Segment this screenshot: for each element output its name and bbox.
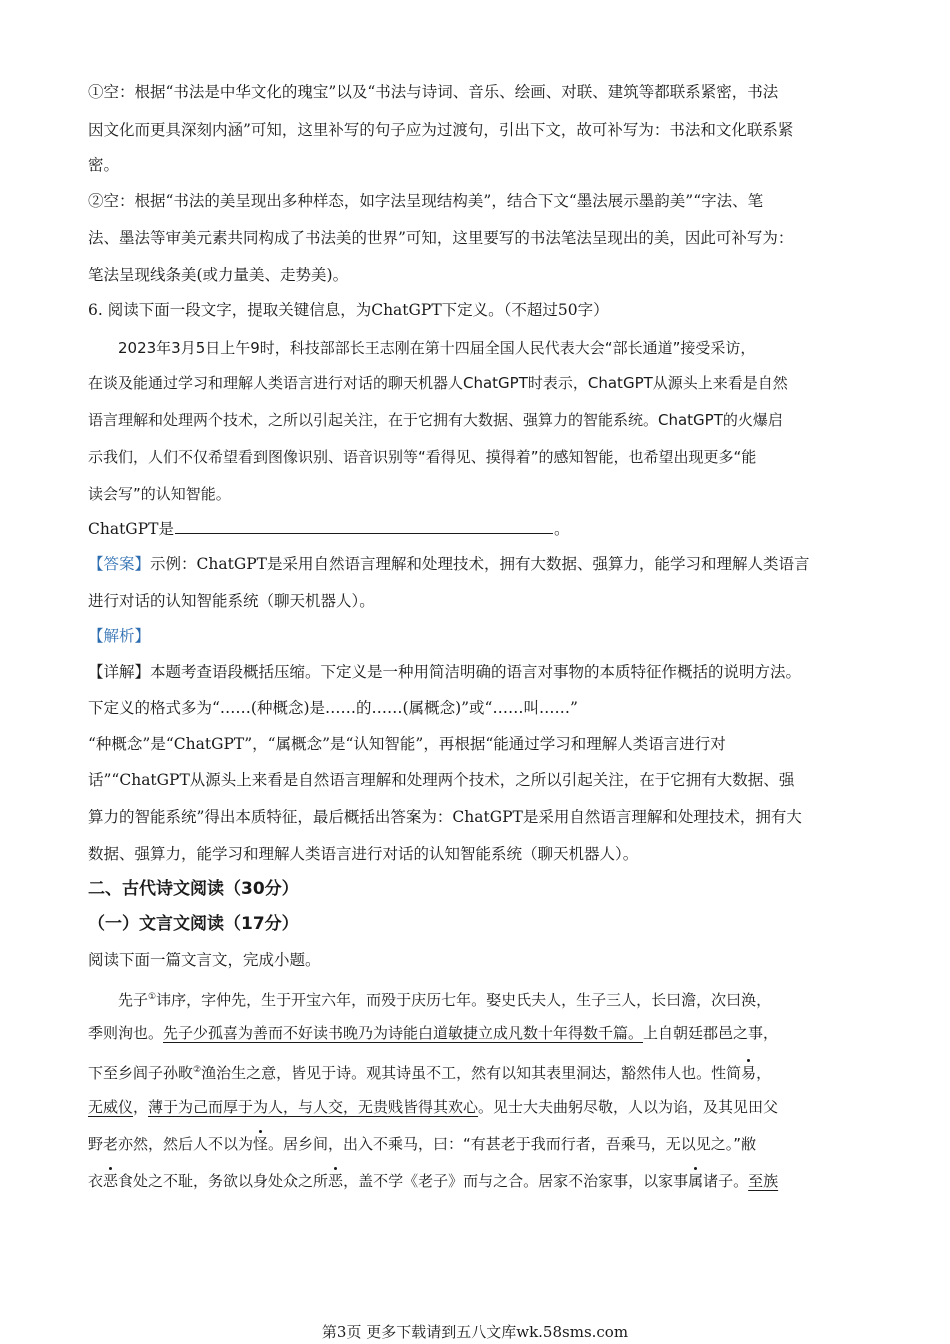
underlined-sentence: 薄于为己而厚于为人，与人交，无贵贱皆得其欢心 [148,1098,479,1116]
text: 衣 [88,1172,104,1190]
question-prompt: 6. 阅读下面一段文字，提取关键信息，为ChatGPT下定义。（不超过50字） [88,301,609,319]
dotted-word: 属 [688,1172,704,1190]
classical-line [88,1171,868,1191]
answer-blank[interactable] [175,519,553,534]
underlined-sentence: 至族 [748,1172,779,1190]
passage-line: 在谈及能通过学习和理解人类语言进行对话的聊天机器人ChatGPT时表示，ChatGPT从源头上来看是自然 [88,374,788,392]
section-title: 二、古代诗文阅读（30分） [88,879,299,899]
text: 。居乡间，出入不乘马，曰：“有甚老于我而行者，吾乘马，无以见之。”敝 [268,1135,757,1153]
text: ，盖不学《老子》而与之合。居家不治家事，以家事 [343,1172,689,1190]
classical-line [88,1023,868,1043]
fill-in-line [88,519,868,539]
detail-line: “种概念”是“ChatGPT”，“属概念”是“认知智能”，再根据“能通过学习和理解人类语言进行对 [88,735,726,753]
classical-line [118,987,868,1010]
detail-line: 算力的智能系统”得出本质特征，最后概括出答案为：ChatGPT是采用自然语言理解和处理技术，拥有大 [88,808,802,826]
explanation-line: 因文化而更具深刻内涵”可知，这里补写的句子应为过渡句，引出下文，故可补写为：书法和文化联系紧 [88,121,794,139]
classical-line [88,1097,868,1117]
text: 先子 [118,991,149,1009]
explanation-line: 密。 [88,156,120,174]
underlined-sentence: 先子少孤喜为善而不好读书晚乃为诗能白道敏捷立成凡数十年得数千篇。 [163,1024,644,1042]
dotted-word: 恶 [103,1172,119,1190]
detail-line: 下定义的格式多为“……(种概念)是……的……(属概念)”或“……叫……” [88,699,578,717]
dotted-word: 恶 [328,1172,344,1190]
explanation-line: ①空：根据“书法是中华文化的瑰宝”以及“书法与诗词、音乐、绘画、对联、建筑等都联系紧密，书法 [88,83,779,101]
detail-line: 话”“ChatGPT从源头上来看是自然语言理解和处理两个技术，之所以引起关注，在于它拥有大数据、强 [88,771,795,789]
answer-text: 示例：ChatGPT是采用自然语言理解和处理技术，拥有大数据、强算力，能学习和理解人类语言 [150,555,810,573]
underlined-sentence: 无威仪 [88,1098,134,1116]
passage-line: 语言理解和处理两个技术，之所以引起关注，在于它拥有大数据、强算力的智能系统。ChatGPT的火爆启 [88,411,783,429]
footnote-mark: ② [193,1065,202,1075]
text: 下至乡闾子孙畋 [88,1064,194,1082]
text: 讳序，字仲先，生于开宝六年，而殁于庆历七年。娶史氏夫人，生子三人，长曰澹，次曰涣， [156,991,772,1009]
text: 诸子。 [703,1172,749,1190]
text: 上自朝廷郡邑之事， [643,1024,779,1042]
answer-tag: 【答案】 [88,555,151,573]
fill-suffix: 。 [553,520,570,538]
answer-line [88,554,868,574]
instruction: 阅读下面一篇文言文，完成小题。 [88,951,321,969]
classical-line [88,1134,868,1154]
dotted-word: 怪 [253,1135,269,1153]
passage-line: 示我们，人们不仅希望看到图像识别、语音识别等“看得见、摸得着”的感知智能，也希望出现更多“能 [88,448,757,466]
page-footer: 第3页 更多下载请到五八文库wk.58sms.com [321,1323,629,1341]
text: 季则洵也。 [88,1024,164,1042]
answer-line: 进行对话的认知智能系统（聊天机器人）。 [88,592,375,610]
text: 野老亦然，然后人不以为 [88,1135,254,1153]
text: 食处之不耻，务欲以身处众之所 [118,1172,329,1190]
classical-line [88,1060,868,1083]
passage-line: 2023年3月5日上午9时，科技部部长王志刚在第十四届全国人民代表大会“部长通道”接受采访， [118,339,756,357]
explanation-line: 法、墨法等审美元素共同构成了书法美的世界”可知，这里要写的书法笔法呈现出的美，因此可补写为： [88,229,794,247]
analysis-tag: 【解析】 [88,627,151,645]
footnote-mark: ① [148,992,157,1002]
detail-line: 数据、强算力，能学习和理解人类语言进行对话的认知智能系统（聊天机器人）。 [88,845,639,863]
dotted-word: 易 [741,1064,757,1082]
text: 。见士大夫曲躬尽敬，人以为谄，及其见田父 [478,1098,779,1116]
explanation-line: ②空：根据“书法的美呈现出多种样态，如字法呈现结构美”，结合下文“墨法展示墨韵美”“字法、笔 [88,192,764,210]
explanation-line: 笔法呈现线条美(或力量美、走势美)。 [88,266,349,284]
text: ， [756,1064,772,1082]
fill-prefix: ChatGPT是 [88,520,174,538]
text: 渔治生之意，皆见于诗。观其诗虽不工，然有以知其表里洞达，豁然伟人也。性简 [201,1064,742,1082]
detail-line: 【详解】本题考查语段概括压缩。下定义是一种用简洁明确的语言对事物的本质特征作概括的说明方法。 [88,663,802,681]
passage-line: 读会写”的认知智能。 [88,485,231,503]
text: ， [133,1098,149,1116]
subsection-title: （一）文言文阅读（17分） [88,914,299,934]
